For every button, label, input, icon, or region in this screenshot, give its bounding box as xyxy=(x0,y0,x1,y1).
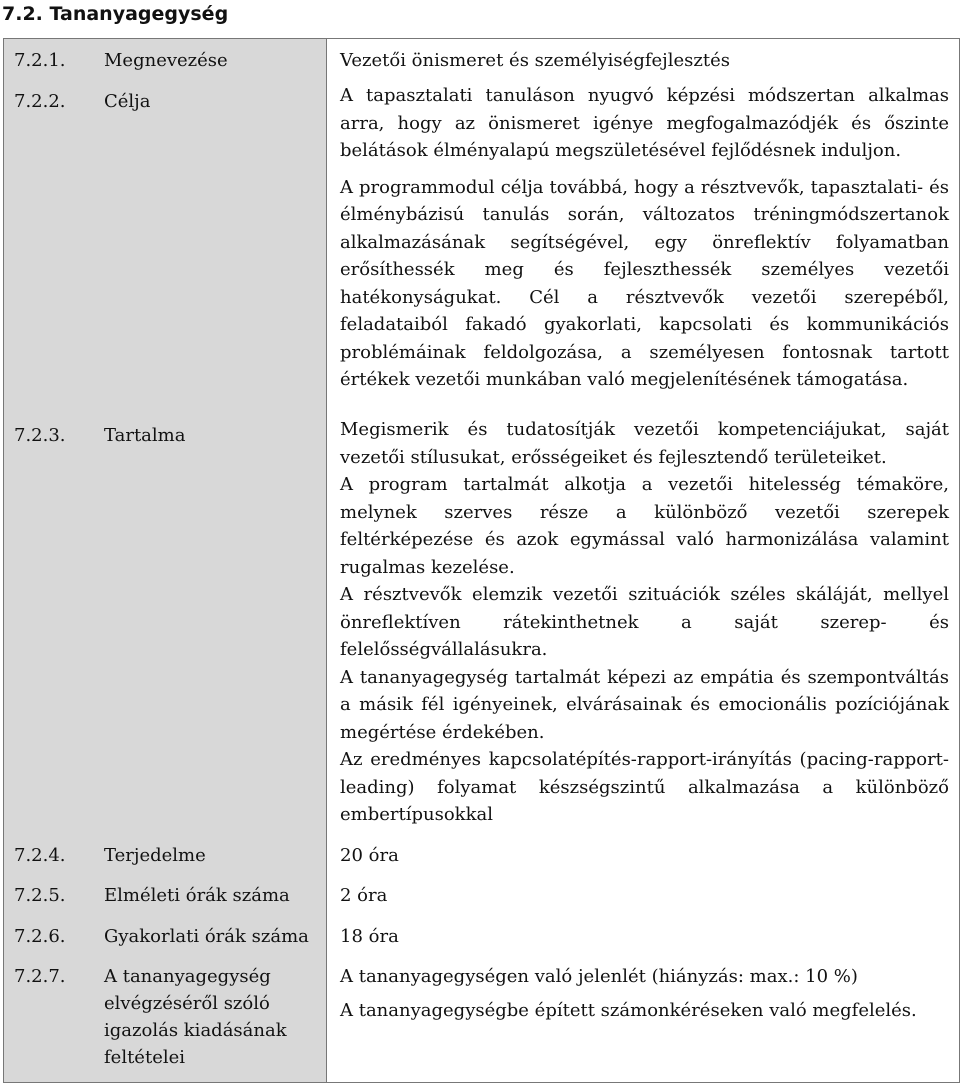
row-label-gyakorlati-orak: Gyakorlati órák száma xyxy=(104,926,309,947)
row-number: 7.2.4. xyxy=(14,845,66,866)
row-value xyxy=(340,416,949,829)
row-value xyxy=(340,842,949,870)
row-value xyxy=(340,963,949,1024)
value-paragraph: 20 óra xyxy=(340,845,399,866)
value-paragraph: A tapasztalati tanuláson nyugvó képzési módszertan alkalmas arra, hogy az önismeret igénye megfogalmazódjék és őszinte belátások élményalapú megszületésével fejlődésnek induljon. xyxy=(340,85,949,161)
table-border-top xyxy=(3,38,960,39)
row-label-tartalma: Tartalma xyxy=(104,425,186,446)
value-paragraph: 18 óra xyxy=(340,926,399,947)
row-number: 7.2.3. xyxy=(14,425,66,446)
section-heading: 7.2. Tananyagegység xyxy=(2,3,229,25)
row-number: 7.2.2. xyxy=(14,91,66,112)
value-paragraph: 2 óra xyxy=(340,885,388,906)
row-number: 7.2.7. xyxy=(14,966,66,987)
value-paragraph: A tananyagegységbe épített számonkéréseken való megfelelés. xyxy=(340,999,917,1021)
row-value xyxy=(340,923,949,951)
row-label-megnevezese: Megnevezése xyxy=(104,50,228,71)
value-paragraph: Vezetői önismeret és személyiségfejlesztés xyxy=(340,50,730,71)
column-divider xyxy=(326,38,327,1083)
value-paragraph: A tananyagegységen való jelenlét (hiányzás: max.: 10 %) xyxy=(340,966,858,987)
row-value xyxy=(340,82,949,394)
value-paragraph: A program tartalmát alkotja a vezetői hitelesség témaköre, melynek szerves része a különböző vezetői szerepek feltérképezése és azok egymással való harmonizálása valamint rugalmas kezelése. xyxy=(340,474,949,578)
row-label-celja: Célja xyxy=(104,91,151,112)
value-paragraph: A tananyagegység tartalmát képezi az empátia és szempontváltás a másik fél igényeinek, elvárásainak és emocionális pozíciójának megértése érdekében. xyxy=(340,666,949,743)
row-number: 7.2.1. xyxy=(14,50,66,71)
row-number: 7.2.6. xyxy=(14,926,66,947)
value-paragraph: Megismerik és tudatosítják vezetői kompetenciájukat, saját vezetői stílusukat, erősségeiket és fejlesztendő területeiket. xyxy=(340,419,949,468)
row-label-elmeleti-orak: Elméleti órák száma xyxy=(104,885,290,906)
row-label-igazolas-feltetelei: A tananyagegység elvégzéséről szóló igazolás kiadásának feltételei xyxy=(104,966,287,1068)
table-border-left xyxy=(3,38,4,1083)
value-paragraph: A programmodul célja továbbá, hogy a résztvevők, tapasztalati- és élménybázisú tanulás során, változatos tréningmódszertanok alkalmazásának segítségével, egy önreflektív folyamatban erősíthessék meg és fejleszthessék személyes vezetői hatékonyságukat. Cél a résztvevők vezetői szerepéből, feladataiból fakadó gyakorlati, kapcsolati és kommunikációs problémáinak feldolgozása, a személyesen fontosnak tartott értékek vezetői munkában való megjelenítésének támogatása. xyxy=(340,176,949,390)
row-value xyxy=(340,882,949,910)
row-number: 7.2.5. xyxy=(14,885,66,906)
row-value xyxy=(340,47,949,75)
row-label-terjedelme: Terjedelme xyxy=(104,845,206,866)
value-paragraph: A résztvevők elemzik vezetői szituációk széles skáláját, mellyel önreflektíven rátekinthetnek a saját szerep- és felelősségvállalásukra. xyxy=(340,584,949,660)
value-paragraph: Az eredményes kapcsolatépítés-rapport-irányítás (pacing-rapport-leading) folyamat készségszintű alkalmazása a különböző embertípusokkal xyxy=(340,749,949,825)
